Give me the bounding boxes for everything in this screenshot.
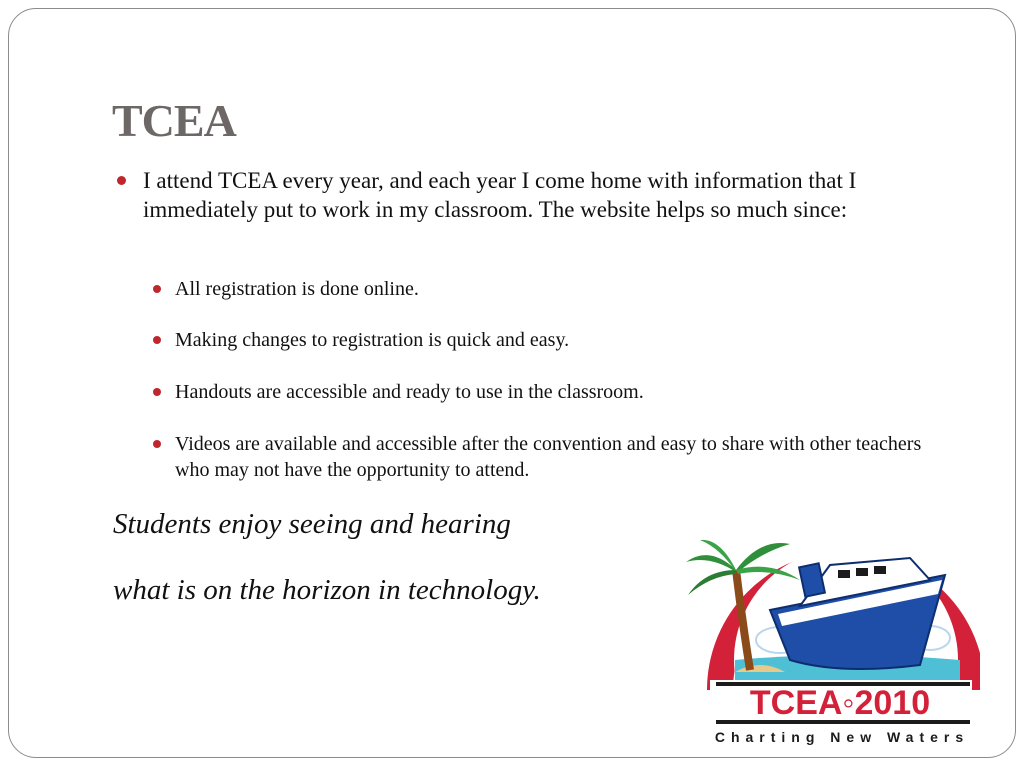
bullet-dot-icon (153, 388, 161, 396)
logo-banner-text: 30th Anniversary (806, 523, 939, 572)
sub-bullet-item (175, 379, 945, 405)
bullet-dot-icon (117, 176, 126, 185)
tcea-2010-logo (680, 510, 980, 750)
logo-graphic (680, 510, 980, 750)
sub-bullet-item (175, 276, 945, 302)
main-bullet (143, 166, 963, 224)
sub-bullet-text: Making changes to registration is quick and easy. (175, 329, 570, 351)
sub-bullet-item (175, 431, 945, 483)
quote-line-1: Students enjoy seeing and hearing (113, 508, 511, 540)
logo-tagline: Charting New Waters (714, 729, 970, 745)
bullet-dot-icon (153, 440, 161, 448)
slide-title: TCEA (112, 95, 236, 146)
bullet-dot-icon (153, 285, 161, 293)
sub-bullet-text: Videos are available and accessible after the convention and easy to share with other teachers who may not have the opportunity to attend. (175, 433, 922, 481)
quote-line-2: what is on the horizon in technology. (113, 574, 541, 606)
sub-bullet-text: Handouts are accessible and ready to use in the classroom. (175, 381, 644, 403)
sub-bullet-item (175, 327, 945, 353)
main-bullet-text: I attend TCEA every year, and each year I come home with information that I immediately put to work in my classroom. The website helps so much since: (143, 168, 857, 222)
logo-wordmark: TCEA◦2010 (749, 684, 931, 722)
sub-bullet-text: All registration is done online. (175, 278, 419, 300)
bullet-dot-icon (153, 336, 161, 344)
